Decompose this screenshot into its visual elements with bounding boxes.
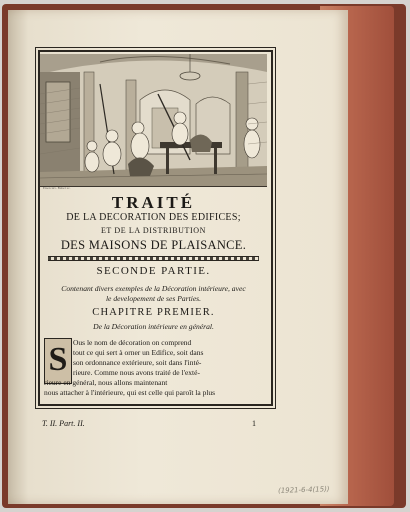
chapter-heading: CHAPITRE PREMIER.: [92, 307, 215, 318]
title-line-2: ET DE LA DISTRIBUTION: [100, 226, 207, 235]
book-title: TRAITÉ: [111, 193, 196, 212]
pencil-annotation: (1921-6-4(15)): [277, 485, 330, 495]
headpiece-engraving: [40, 54, 267, 187]
engraving-credit: Eisen inv. Babel sc.: [43, 186, 71, 190]
title-line-1: DE LA DECORATION DES EDIFICES;: [66, 212, 241, 223]
engraving-illustration: [40, 54, 267, 186]
ornament-rule-border: [48, 256, 259, 261]
part-heading: SECONDE PARTIE.: [96, 265, 211, 277]
body-line: Ous le nom de décoration on comprend: [73, 338, 192, 347]
body-line: son ordonnance extérieure, soit dans l'inté-: [73, 358, 202, 367]
part-subtitle-1: Contenant divers exemples de la Décoration intérieure, avec: [61, 284, 246, 293]
body-line: nous attacher à l'intérieure, qui est celle qui paroît la plus: [44, 388, 216, 397]
title-line-3: DES MAISONS DE PLAISANCE.: [60, 238, 247, 252]
body-line: tout ce qui sert à orner un Edifice, soit dans: [73, 348, 204, 357]
body-line: rieure. Comme nous avons traité de l'exté-: [73, 368, 200, 377]
chapter-subtitle: De la Décoration intérieure en général.: [93, 322, 214, 331]
signature-mark: T. II. Part. II.: [42, 419, 85, 428]
dropcap-letter: S: [48, 341, 68, 378]
body-line: rieure en général, nous allons maintenant: [44, 378, 168, 387]
part-subtitle-2: le developement de ses Parties.: [105, 294, 202, 303]
body-paragraph: [44, 338, 269, 398]
page-number: 1: [252, 419, 256, 428]
